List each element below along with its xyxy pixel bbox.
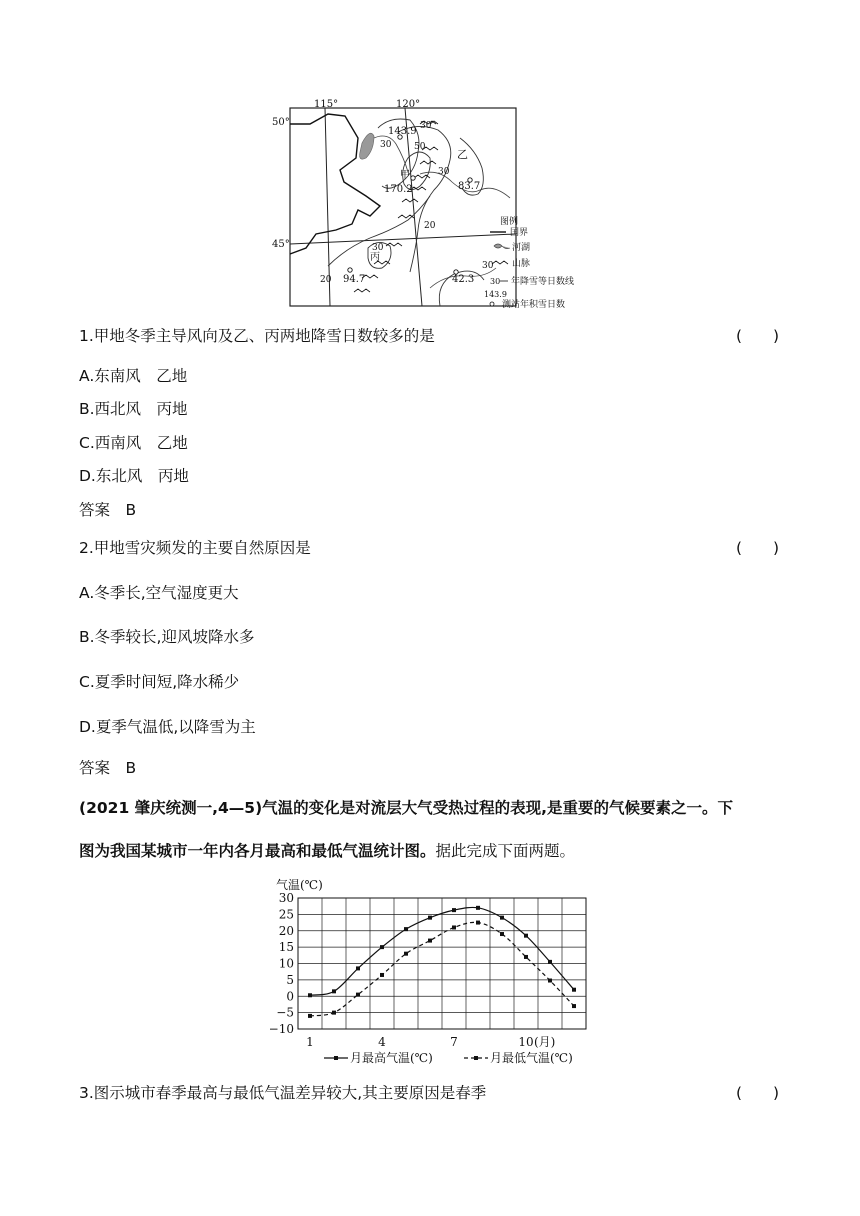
isoline-value: 30 (380, 140, 392, 150)
max-temp-point (428, 916, 432, 920)
place-name: 丙 (370, 252, 380, 263)
station-value: 42.3 (452, 274, 475, 285)
isoline-value: 30 (482, 261, 494, 271)
intro-line-1: (2021 肇庆统测一,4—5)气温的变化是对流层大气受热过程的表现,是重要的气候要素之一。下 (79, 799, 734, 817)
isoline-value: 30 (372, 243, 384, 253)
q2-answer-paren: ( ) (736, 539, 780, 557)
legend-item: 年降雪等日数线 (511, 277, 575, 287)
min-temp-point (476, 921, 480, 925)
lat-label: 45° (272, 239, 290, 250)
q2-option-d: D.夏季气温低,以降雪为主 (79, 718, 256, 736)
q1-option-a: A.东南风 乙地 (79, 367, 188, 385)
legend-item: 测站年积雪日数 (502, 300, 566, 310)
min-temp-point (308, 1014, 312, 1018)
station-marker (411, 176, 415, 180)
legend-item: 河湖 (512, 243, 531, 253)
station-marker (348, 268, 352, 272)
legend-max-marker (334, 1056, 338, 1060)
chart-x-tick-label: 7 (450, 1035, 458, 1049)
min-temp-point (428, 939, 432, 943)
q1-option-d: D.东北风 丙地 (79, 467, 189, 485)
chart-y-tick-label: 30 (278, 891, 294, 905)
max-temp-point (308, 993, 312, 997)
snow-map-figure (270, 98, 600, 314)
legend-mountain-swatch (492, 261, 508, 264)
station-value: 83.7 (458, 181, 481, 192)
max-temp-point (524, 934, 528, 938)
q2-option-b: B.冬季较长,迎风坡降水多 (79, 628, 255, 646)
min-temp-point (524, 955, 528, 959)
isoline-value: 20 (424, 221, 436, 231)
isoline-value: 30 (438, 167, 450, 177)
chart-y-tick-label: 10 (278, 956, 294, 971)
map-legend (484, 215, 574, 310)
chart-y-tick-label: 5 (286, 972, 294, 987)
parallel-45 (290, 234, 516, 244)
legend-item: 山脉 (512, 259, 531, 269)
min-temp-point (332, 1011, 336, 1015)
station-value: 94.7 (343, 274, 366, 285)
station-value: 143.9 (388, 126, 417, 137)
place-name: 乙 (457, 148, 468, 161)
meridian-120 (405, 108, 422, 306)
chart-y-tick-label: 20 (278, 923, 294, 938)
legend-isoline-sample: 30 (490, 277, 501, 286)
max-temp-point (476, 906, 480, 910)
chart-y-tick-label: 0 (286, 989, 294, 1004)
q3-stem: 3.图示城市春季最高与最低气温差异较大,其主要原因是春季 (79, 1084, 487, 1102)
chart-x-tick-label: 1 (306, 1035, 314, 1049)
legend-min-label: 月最低气温(℃) (490, 1051, 573, 1065)
legend-min-marker (474, 1056, 478, 1060)
intro-line-2 (79, 840, 575, 862)
max-temp-point (548, 960, 552, 964)
max-temp-point (572, 988, 576, 992)
q1-answer: 答案 B (79, 501, 137, 519)
min-temp-point (452, 925, 456, 929)
max-temp-point (356, 966, 360, 970)
lat-label: 50° (272, 117, 290, 128)
chart-x-tick-label: 4 (378, 1035, 386, 1049)
max-temp-point (380, 945, 384, 949)
min-temp-point (380, 973, 384, 977)
chart-legend (324, 1050, 573, 1065)
q1-option-c: C.西南风 乙地 (79, 434, 188, 452)
q2-stem: 2.甲地雪灾频发的主要自然原因是 (79, 539, 311, 557)
place-name: 甲 (400, 170, 410, 181)
legend-lake-swatch (494, 244, 510, 249)
temperature-chart (268, 874, 598, 1074)
max-temp-point (404, 927, 408, 931)
station-value: 170.2 (384, 184, 413, 195)
legend-item: 国界 (510, 228, 529, 238)
min-temp-point (548, 979, 552, 983)
legend-max-label: 月最高气温(℃) (350, 1051, 433, 1065)
min-temp-point (356, 993, 360, 997)
q2-answer: 答案 B (79, 759, 137, 777)
min-temp-point (404, 952, 408, 956)
national-border (290, 114, 380, 254)
isoline-value: 20 (320, 275, 332, 285)
lake-shape (360, 133, 374, 159)
q1-stem: 1.甲地冬季主导风向及乙、丙两地降雪日数较多的是 (79, 327, 435, 345)
chart-y-tick-label: −10 (268, 1022, 294, 1036)
chart-ylabel: 气温(℃) (276, 878, 323, 892)
q2-option-c: C.夏季时间短,降水稀少 (79, 673, 240, 691)
q3-answer-paren: ( ) (736, 1084, 780, 1102)
min-temp-point (500, 932, 504, 936)
max-temp-point (452, 908, 456, 912)
legend-station-sample: 143.9 (484, 290, 507, 299)
intro-line-2-bold: 图为我国某城市一年内各月最高和最低气温统计图。 (79, 842, 436, 860)
max-temp-point (332, 989, 336, 993)
isoline-value: 30 (420, 121, 432, 131)
chart-y-ticks (269, 891, 294, 1036)
chart-x-ticks (306, 1035, 533, 1049)
q2-option-a: A.冬季长,空气湿度更大 (79, 584, 239, 602)
max-temp-point (500, 916, 504, 920)
chart-y-tick-label: −5 (276, 1005, 294, 1020)
min-temp-point (572, 1004, 576, 1008)
chart-y-tick-label: 25 (278, 907, 294, 922)
legend-title: 图例 (500, 217, 519, 227)
lon-label: 120° (396, 99, 421, 110)
chart-y-tick-label: 15 (278, 940, 294, 955)
q1-option-b: B.西北风 丙地 (79, 400, 188, 418)
lon-label: 115° (314, 99, 339, 110)
isoline-value: 50 (414, 142, 426, 152)
chart-xlabel: (月) (534, 1035, 556, 1049)
chart-grid (298, 898, 586, 1029)
intro-line-2-rest: 据此完成下面两题。 (435, 842, 576, 860)
chart-x-tick-label: 10 (518, 1035, 534, 1049)
q1-answer-paren: ( ) (736, 327, 780, 345)
legend-station-swatch (490, 302, 494, 306)
